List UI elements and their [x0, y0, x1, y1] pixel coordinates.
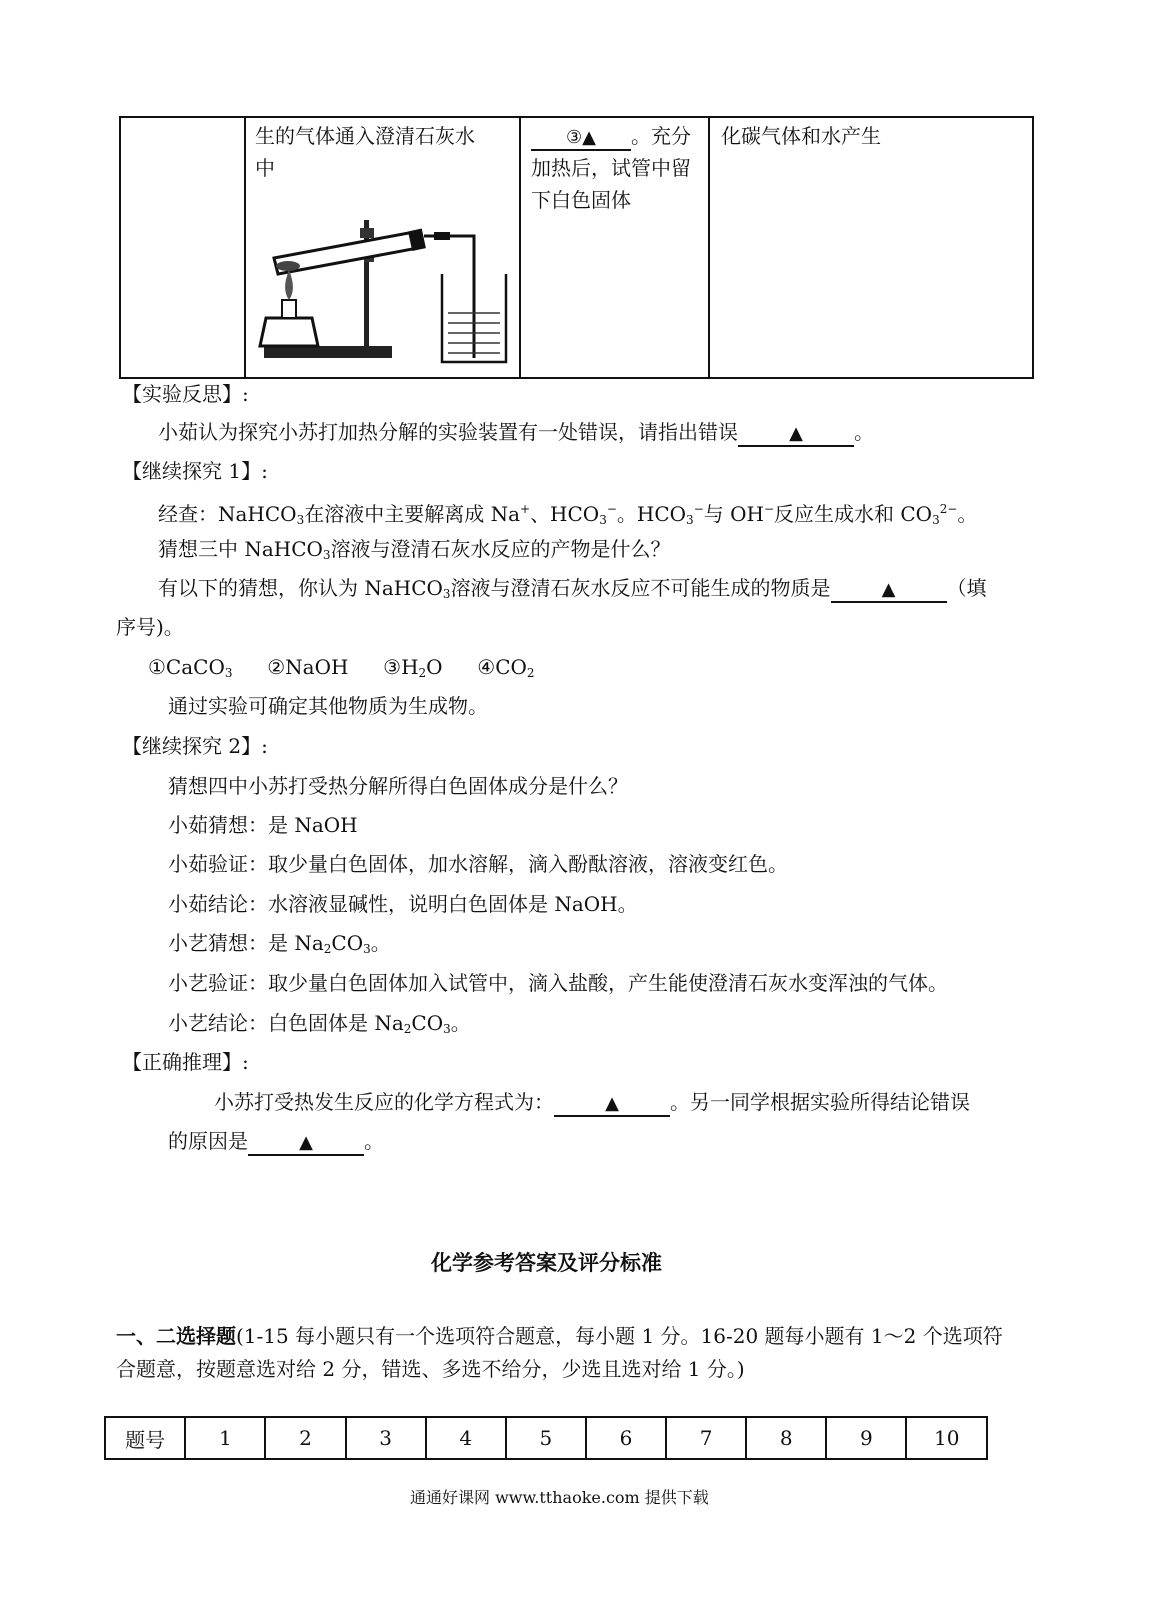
option-4: $④CO_2$ [477, 655, 535, 680]
table-cell: 2 [265, 1417, 345, 1459]
table-cell: 5 [506, 1417, 586, 1459]
heating-apparatus-diagram [256, 208, 511, 368]
footer-credit: 通通好课网 www.tthaoke.com 提供下载 [410, 1488, 709, 1507]
explore2-line: 小艺猜想：是 $Na_2CO_3$。 [168, 931, 391, 956]
answer-blank[interactable]: ▲ [831, 579, 947, 603]
answer-blank[interactable]: ③▲ [531, 127, 631, 151]
section-heading-explore-2: 【继续探究 2】: [122, 734, 268, 758]
explore2-line: 小艺结论：白色固体是 $Na_2CO_3$。 [168, 1011, 471, 1036]
answers-section-intro: 一、二选择题(1-15 每小题只有一个选项符合题意，每小题 1 分。16-20 题每小题有 1～2 个选项符 [116, 1324, 1003, 1348]
table-cell-phenomenon: ③▲ 。充分 加热后，试管中留 下白色固体 [531, 124, 691, 212]
explore1-fact: 经查：NaHCO$_3$在溶液中主要解离成 Na+、$HCO_3^-$。$HCO_3^-$与 OH−反应生成水和 $CO_3^{2-}$。 [158, 502, 978, 527]
table-cell: 1 [185, 1417, 265, 1459]
section-heading-explore-1: 【继续探究 1】: [122, 459, 268, 483]
explore1-guess-question: 有以下的猜想，你认为 NaHCO$_3$溶液与澄清石灰水反应不可能生成的物质是 ▲ （填 [158, 576, 987, 601]
table-cell-procedure: 生的气体通入澄清石灰水 中 [255, 124, 475, 180]
explore2-line: 小茹猜想：是 NaOH [168, 813, 358, 837]
table-row [105, 1417, 987, 1459]
answers-section-intro-2: 合题意，按题意选对给 2 分，错选、多选不给分，少选且选对给 1 分。) [116, 1357, 745, 1381]
table-cell: 3 [346, 1417, 426, 1459]
experiment-table [119, 116, 1034, 379]
explore2-question: 猜想四中小苏打受热分解所得白色固体成分是什么？ [168, 774, 628, 798]
reflection-question: 小茹认为探究小苏打加热分解的实验装置有一处错误，请指出错误 ▲ 。 [158, 419, 874, 447]
table-divider [708, 118, 710, 377]
explore1-question-end: 序号)。 [116, 615, 184, 639]
table-cell: 4 [426, 1417, 506, 1459]
answer-table [104, 1416, 988, 1460]
table-cell: 8 [746, 1417, 826, 1459]
explore2-line: 小茹验证：取少量白色固体，加水溶解，滴入酚酞溶液，溶液变红色。 [168, 852, 788, 876]
table-cell: 10 [906, 1417, 987, 1459]
explore2-line: 小茹结论：水溶液显碱性，说明白色固体是 NaOH。 [168, 892, 638, 916]
answer-blank[interactable]: ▲ [248, 1132, 364, 1156]
table-cell: 题号 [105, 1417, 185, 1459]
reasoning-line: 的原因是 ▲ 。 [168, 1128, 384, 1156]
option-1: ①CaCO$_3$ [148, 655, 233, 680]
section-heading-reasoning: 【正确推理】: [122, 1050, 249, 1074]
explore1-question: 猜想三中 NaHCO$_3$溶液与澄清石灰水反应的产物是什么？ [158, 537, 671, 562]
explore1-note: 通过实验可确定其他物质为生成物。 [168, 694, 488, 718]
option-2: ②NaOH [267, 655, 349, 679]
section-heading-reflection: 【实验反思】: [122, 382, 249, 406]
explore1-options [148, 654, 535, 686]
answer-blank[interactable]: ▲ [554, 1093, 670, 1117]
option-3: $③H_2O$ [383, 655, 443, 680]
table-cell: 6 [586, 1417, 666, 1459]
table-cell: 9 [826, 1417, 906, 1459]
answers-title: 化学参考答案及评分标准 [431, 1251, 662, 1275]
table-divider [519, 118, 521, 377]
table-divider [244, 118, 246, 377]
reasoning-line: 小苏打受热发生反应的化学方程式为： ▲ 。另一同学根据实验所得结论错误 [214, 1089, 970, 1117]
answer-blank[interactable]: ▲ [738, 423, 854, 447]
table-cell: 7 [666, 1417, 746, 1459]
explore2-line: 小艺验证：取少量白色固体加入试管中，滴入盐酸，产生能使澄清石灰水变浑浊的气体。 [168, 971, 948, 995]
table-cell-conclusion: 化碳气体和水产生 [721, 124, 881, 148]
